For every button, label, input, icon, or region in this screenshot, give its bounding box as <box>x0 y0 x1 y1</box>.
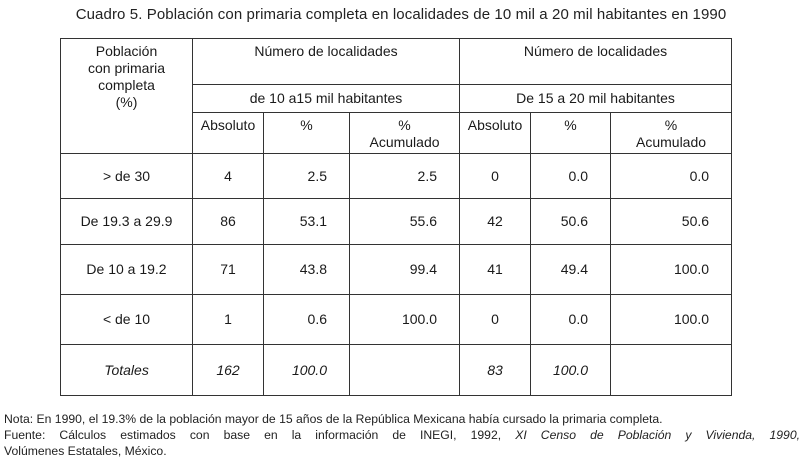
cell-g2-absoluto: 0 <box>460 154 531 199</box>
group2-title: Número de localidades <box>460 39 732 85</box>
row-label: De 10 a 19.2 <box>61 245 193 295</box>
totals-g1-absoluto: 162 <box>193 345 264 396</box>
cell-g2-absoluto: 0 <box>460 295 531 345</box>
group1-title: Número de localidades <box>193 39 460 85</box>
header-row-1 <box>61 39 732 85</box>
totals-g2-pct: 100.0 <box>531 345 611 396</box>
col-header-acum-label: Acumulado <box>636 134 707 150</box>
totals-g1-pct: 100.0 <box>264 345 350 396</box>
cell-g1-acumulado: 100.0 <box>350 295 460 345</box>
cell-g1-absoluto: 4 <box>193 154 264 199</box>
cell-g1-acumulado: 99.4 <box>350 245 460 295</box>
row-header-line: con primaria <box>87 60 166 76</box>
source-text <box>4 427 800 443</box>
row-header-line: Población <box>95 43 158 59</box>
cell-g1-absoluto: 71 <box>193 245 264 295</box>
col-header-pct: % <box>264 113 350 154</box>
source-text-line2: Volúmenes Estatales, México. <box>4 444 167 458</box>
col-header-pct: % <box>531 113 611 154</box>
cell-g2-acumulado: 50.6 <box>611 199 732 245</box>
cell-g1-acumulado: 55.6 <box>350 199 460 245</box>
cell-g1-acumulado: 2.5 <box>350 154 460 199</box>
cell-g2-pct: 49.4 <box>531 245 611 295</box>
table-caption: Cuadro 5. Población con primaria completa en localidades de 10 mil a 20 mil habitantes en 1990 <box>75 6 727 23</box>
row-header-line: (%) <box>115 94 138 110</box>
row-header-cell <box>61 39 193 154</box>
col-header-acum-pct: % <box>664 117 678 133</box>
cell-g2-acumulado: 100.0 <box>611 295 732 345</box>
cell-g2-acumulado: 100.0 <box>611 245 732 295</box>
totals-g1-acumulado <box>350 345 460 396</box>
row-label: De 19.3 a 29.9 <box>61 199 193 245</box>
col-header-acum-label: Acumulado <box>369 134 440 150</box>
table-row <box>61 154 732 199</box>
cell-g2-pct: 50.6 <box>531 199 611 245</box>
footnotes <box>4 411 800 459</box>
cell-g1-absoluto: 1 <box>193 295 264 345</box>
cell-g2-absoluto: 42 <box>460 199 531 245</box>
cell-g1-pct: 43.8 <box>264 245 350 295</box>
cell-g2-pct: 0.0 <box>531 295 611 345</box>
col-header-acum-pct: % <box>398 117 411 133</box>
row-header-line: completa <box>98 77 155 93</box>
table-row <box>61 245 732 295</box>
data-table <box>60 38 732 396</box>
totals-row <box>61 345 732 396</box>
cell-g1-pct: 53.1 <box>264 199 350 245</box>
cell-g2-absoluto: 41 <box>460 245 531 295</box>
cell-g1-pct: 2.5 <box>264 154 350 199</box>
col-header-acumulado <box>350 113 460 154</box>
note-text: Nota: En 1990, el 19.3% de la población mayor de 15 años de la República Mexicana había cursado la primaria completa. <box>4 412 663 426</box>
table-row <box>61 199 732 245</box>
col-header-acumulado <box>611 113 732 154</box>
cell-g2-acumulado: 0.0 <box>611 154 732 199</box>
group1-subtitle: de 10 a15 mil habitantes <box>193 85 460 113</box>
totals-g2-absoluto: 83 <box>460 345 531 396</box>
cell-g1-absoluto: 86 <box>193 199 264 245</box>
source-title: XI Censo de Población y Vivienda, 1990, <box>515 428 800 442</box>
group2-subtitle: De 15 a 20 mil habitantes <box>460 85 732 113</box>
cell-g1-pct: 0.6 <box>264 295 350 345</box>
totals-label: Totales <box>61 345 193 396</box>
source-prefix: Fuente: Cálculos estimados con base en la información de INEGI, 1992, <box>4 428 502 442</box>
totals-g2-acumulado <box>611 345 732 396</box>
col-header-absoluto: Absoluto <box>460 113 531 154</box>
col-header-absoluto: Absoluto <box>193 113 264 154</box>
table-row <box>61 295 732 345</box>
row-label: > de 30 <box>61 154 193 199</box>
cell-g2-pct: 0.0 <box>531 154 611 199</box>
row-label: < de 10 <box>61 295 193 345</box>
